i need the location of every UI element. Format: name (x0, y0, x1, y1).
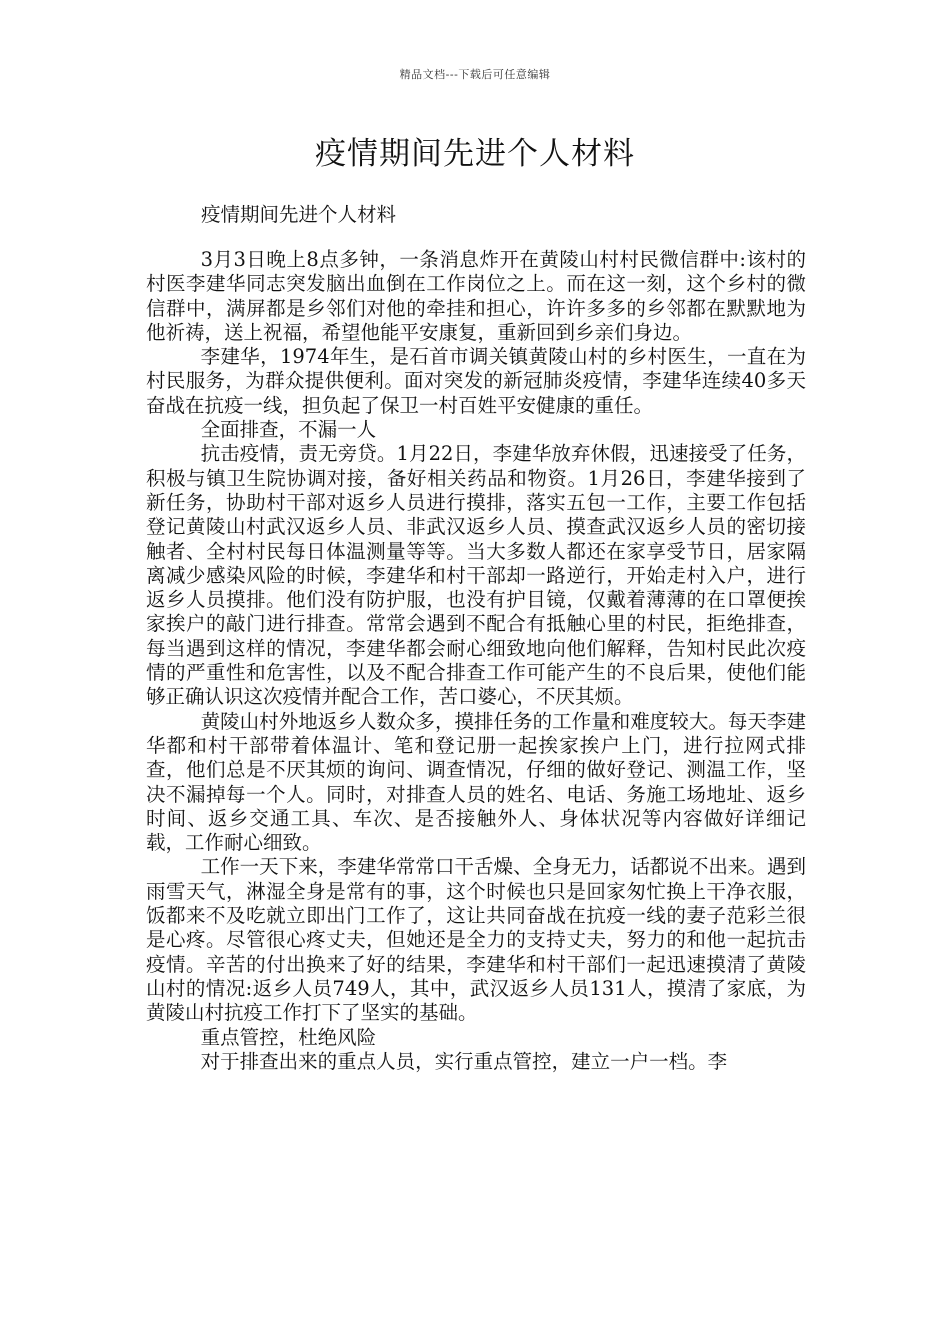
paragraph: 3月3日晚上8点多钟，一条消息炸开在黄陵山村村民微信群中:该村的村医李建华同志突发脑出血倒在工作岗位之上。而在这一刻，这个乡村的微信群中，满屏都是乡邻们对他的牵挂和担心，许许多多的乡邻都在默默地为他祈祷，送上祝福，希望他能平安康复，重新回到乡亲们身边。 (146, 248, 806, 344)
document-title: 疫情期间先进个人材料 (315, 136, 635, 172)
header-note: 精品文档---下载后可任意编辑 (399, 68, 551, 81)
paragraph: 李建华，1974年生，是石首市调关镇黄陵山村的乡村医生，一直在为村民服务，为群众提供便利。面对突发的新冠肺炎疫情，李建华连续40多天奋战在抗疫一线，担负起了保卫一村百姓平安健康的重任。 (146, 345, 806, 417)
paragraph: 抗击疫情，责无旁贷。1月22日，李建华放弃休假，迅速接受了任务，积极与镇卫生院协调对接，备好相关药品和物资。1月26日，李建华接到了新任务，协助村干部对返乡人员进行摸排，落实五包一工作，主要工作包括登记黄陵山村武汉返乡人员、非武汉返乡人员、摸查武汉返乡人员的密切接触者、全村村民每日体温测量等等。当大多数人都还在家享受节日，居家隔离减少感染风险的时候，李建华和村干部却一路逆行，开始走村入户，进行返乡人员摸排。他们没有防护服，也没有护目镜，仅戴着薄薄的在口罩便挨家挨户的敲门进行排查。常常会遇到不配合有抵触心里的村民，拒绝排查，每当遇到这样的情况，李建华都会耐心细致地向他们解释，告知村民此次疫情的严重性和危害性，以及不配合排查工作可能产生的不良后果，使他们能够正确认识这次疫情并配合工作，苦口婆心，不厌其烦。 (146, 442, 806, 709)
section-heading: 重点管控，杜绝风险 (200, 1025, 377, 1049)
paragraph: 对于排查出来的重点人员，实行重点管控，建立一户一档。李 (200, 1049, 728, 1073)
section-heading: 全面排查，不漏一人 (200, 418, 377, 442)
paragraph: 黄陵山村外地返乡人数众多，摸排任务的工作量和难度较大。每天李建华都和村干部带着体温计、笔和登记册一起挨家挨户上门，进行拉网式排查，他们总是不厌其烦的询问、调查情况，仔细的做好登记、测温工作，坚决不漏掉每一个人。同时，对排查人员的姓名、电话、务施工场地址、返乡时间、返乡交通工具、车次、是否接触外人、身体状况等内容做好详细记载，工作耐心细致。 (146, 709, 806, 855)
document-body (146, 248, 806, 1074)
paragraph: 工作一天下来，李建华常常口干舌燥、全身无力，话都说不出来。遇到雨雪天气，淋湿全身是常有的事，这个时候也只是回家匆忙换上干净衣服，饭都来不及吃就立即出门工作了，这让共同奋战在抗疫一线的妻子范彩兰很是心疼。尽管很心疼丈夫，但她还是全力的支持丈夫，努力的和他一起抗击疫情。辛苦的付出换来了好的结果，李建华和村干部们一起迅速摸清了黄陵山村的情况:返乡人员749人，其中，武汉返乡人员131人，摸清了家底，为黄陵山村抗疫工作打下了坚实的基础。 (146, 855, 806, 1025)
document-subtitle: 疫情期间先进个人材料 (201, 203, 397, 226)
